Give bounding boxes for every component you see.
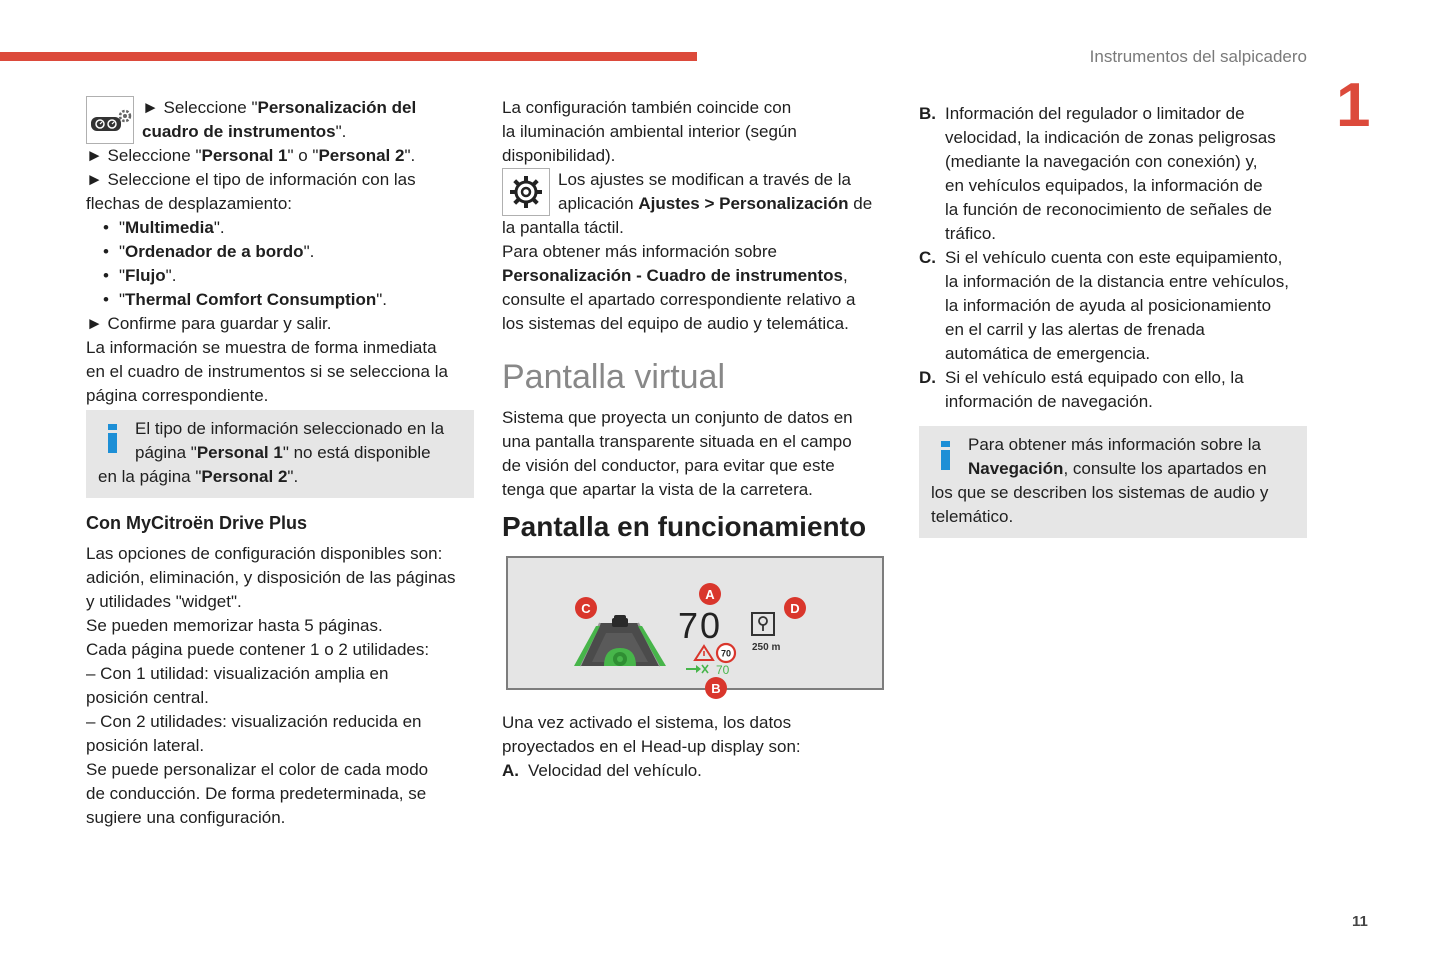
paragraph-line: – Con 1 utilidad: visualización amplia en xyxy=(86,664,389,683)
info-line: Navegación, consulte los apartados en xyxy=(968,459,1267,478)
paragraph-line: aplicación Ajustes > Personalización de xyxy=(558,194,873,213)
list-item: • "Ordenador de a bordo". xyxy=(103,240,478,264)
callout-a-label: A xyxy=(705,587,715,602)
callout-c-label: C xyxy=(581,601,591,616)
paragraph-line: La información se muestra de forma inmediata xyxy=(86,338,437,357)
callout-b-label: B xyxy=(711,681,721,696)
item-b: B. Información del regulador o limitador de velocidad, la indicación de zonas peligrosas (mediante la navegación con conexión) y, en vehículos equipados, la información de la función de reconocimiento de señales de tráfico. xyxy=(919,104,1276,243)
item-c: C. Si el vehículo cuenta con este equipamiento, la información de la distancia entre vehículos, la información de ayuda al posicionamiento en el carril y las alertas de frenada automática de emergencia. xyxy=(919,248,1289,363)
paragraph-line: de conducción. De forma predeterminada, se xyxy=(86,784,427,803)
heading-virtual-display: Pantalla virtual xyxy=(502,358,726,396)
callout-c xyxy=(575,597,597,619)
callout-a xyxy=(699,583,721,605)
speed-limit-sign-icon xyxy=(717,644,735,662)
info-icon xyxy=(939,441,953,471)
info-icon xyxy=(106,424,120,454)
paragraph-line: La configuración también coincide con xyxy=(502,98,792,117)
paragraph-line: Personalización - Cuadro de instrumentos, xyxy=(502,266,848,285)
paragraph-line: en el cuadro de instrumentos si se selecciona la xyxy=(86,362,448,381)
cruise-control-icon xyxy=(686,665,708,673)
danger-zone-icon xyxy=(695,646,713,660)
navigation-sign-icon xyxy=(752,613,774,635)
paragraph-line: posición central. xyxy=(86,688,209,707)
paragraph-line: la pantalla táctil. xyxy=(502,218,624,237)
hud-speed: 70 xyxy=(678,605,723,646)
after-activation xyxy=(502,711,902,783)
paragraph-line: Cada página puede contener 1 o 2 utilidades: xyxy=(86,640,430,659)
callout-d-label: D xyxy=(790,601,800,616)
column-left xyxy=(86,96,478,408)
heading-display-operation: Pantalla en funcionamiento xyxy=(502,511,867,542)
hud-illustration xyxy=(506,556,884,696)
step-confirm: ► Confirme para guardar y salir. xyxy=(86,314,332,333)
info-box-personal xyxy=(86,410,474,498)
callout-b xyxy=(705,677,727,699)
option-list xyxy=(86,216,478,312)
info-line: en la página "Personal 2". xyxy=(98,467,299,486)
paragraph-line: y utilidades "widget". xyxy=(86,592,242,611)
item-a: A. Velocidad del vehículo. xyxy=(502,761,702,780)
paragraph-line: de visión del conductor, para evitar que este xyxy=(502,456,835,475)
column-middle xyxy=(502,96,894,336)
page-number: 11 xyxy=(1352,913,1368,930)
paragraph-line: adición, eliminación, y disposición de las páginas xyxy=(86,568,456,587)
paragraph-line: sugiere una configuración. xyxy=(86,808,286,827)
paragraph-line: – Con 2 utilidades: visualización reducida en xyxy=(86,712,422,731)
info-line: los que se describen los sistemas de audio y xyxy=(931,483,1269,502)
paragraph-line: tenga que apartar la vista de la carretera. xyxy=(502,480,813,499)
function-heading-wrap xyxy=(502,510,902,544)
hud-distance: 250 m xyxy=(752,642,781,653)
paragraph-line: Se puede personalizar el color de cada modo xyxy=(86,760,429,779)
chapter-number: 1 xyxy=(1336,71,1371,140)
paragraph-line: la iluminación ambiental interior (según xyxy=(502,122,797,141)
paragraph-line: posición lateral. xyxy=(86,736,205,755)
list-item: • "Thermal Comfort Consumption". xyxy=(103,288,478,312)
paragraph-line: proyectados en el Head-up display son: xyxy=(502,737,801,756)
paragraph-line: disponibilidad). xyxy=(502,146,616,165)
hud-cruise: 70 xyxy=(716,663,730,677)
paragraph-line: los sistemas del equipo de audio y telemática. xyxy=(502,314,849,333)
lane-assist-graphic xyxy=(574,615,666,666)
gear-icon xyxy=(502,168,550,216)
virtual-section xyxy=(502,357,902,502)
subheading-mycitroen: Con MyCitroën Drive Plus xyxy=(86,513,308,533)
step-select-personal: ► Seleccione "Personal 1" o "Personal 2". xyxy=(86,146,416,165)
info-box-navigation xyxy=(919,426,1307,538)
info-line: página "Personal 1" no está disponible xyxy=(135,443,431,462)
step-select-type-cont: flechas de desplazamiento: xyxy=(86,194,293,213)
paragraph-line: Los ajustes se modifican a través de la xyxy=(558,170,851,189)
paragraph-line: página correspondiente. xyxy=(86,386,269,405)
paragraph-line: Se pueden memorizar hasta 5 páginas. xyxy=(86,616,383,635)
list-item: • "Flujo". xyxy=(103,264,478,288)
step-select-customization: ► Seleccione "Personalización del xyxy=(142,98,417,117)
list-item: • "Multimedia". xyxy=(103,216,478,240)
item-d: D. Si el vehículo está equipado con ello, la información de navegación. xyxy=(919,368,1244,411)
step-select-type: ► Seleccione el tipo de información con las xyxy=(86,170,416,189)
paragraph-line: Las opciones de configuración disponibles son: xyxy=(86,544,443,563)
paragraph-line: Sistema que proyecta un conjunto de datos en xyxy=(502,408,853,427)
column-right xyxy=(919,102,1311,414)
callout-d xyxy=(784,597,806,619)
info-line: telemático. xyxy=(931,507,1014,526)
instrument-panel-icon xyxy=(86,96,134,144)
paragraph-line: Una vez activado el sistema, los datos xyxy=(502,713,792,732)
paragraph-line: consulte el apartado correspondiente relativo a xyxy=(502,290,856,309)
paragraph-line: una pantalla transparente situada en el campo xyxy=(502,432,852,451)
hud-limit: 70 xyxy=(720,648,732,659)
mycitroen-section xyxy=(86,511,486,830)
section-title: Instrumentos del salpicadero xyxy=(1089,47,1307,66)
step-select-customization-cont: cuadro de instrumentos". xyxy=(142,122,347,141)
info-line: El tipo de información seleccionado en la xyxy=(135,419,445,438)
info-line: Para obtener más información sobre la xyxy=(968,435,1261,454)
paragraph-line: Para obtener más información sobre xyxy=(502,242,777,261)
accent-bar xyxy=(0,52,697,61)
